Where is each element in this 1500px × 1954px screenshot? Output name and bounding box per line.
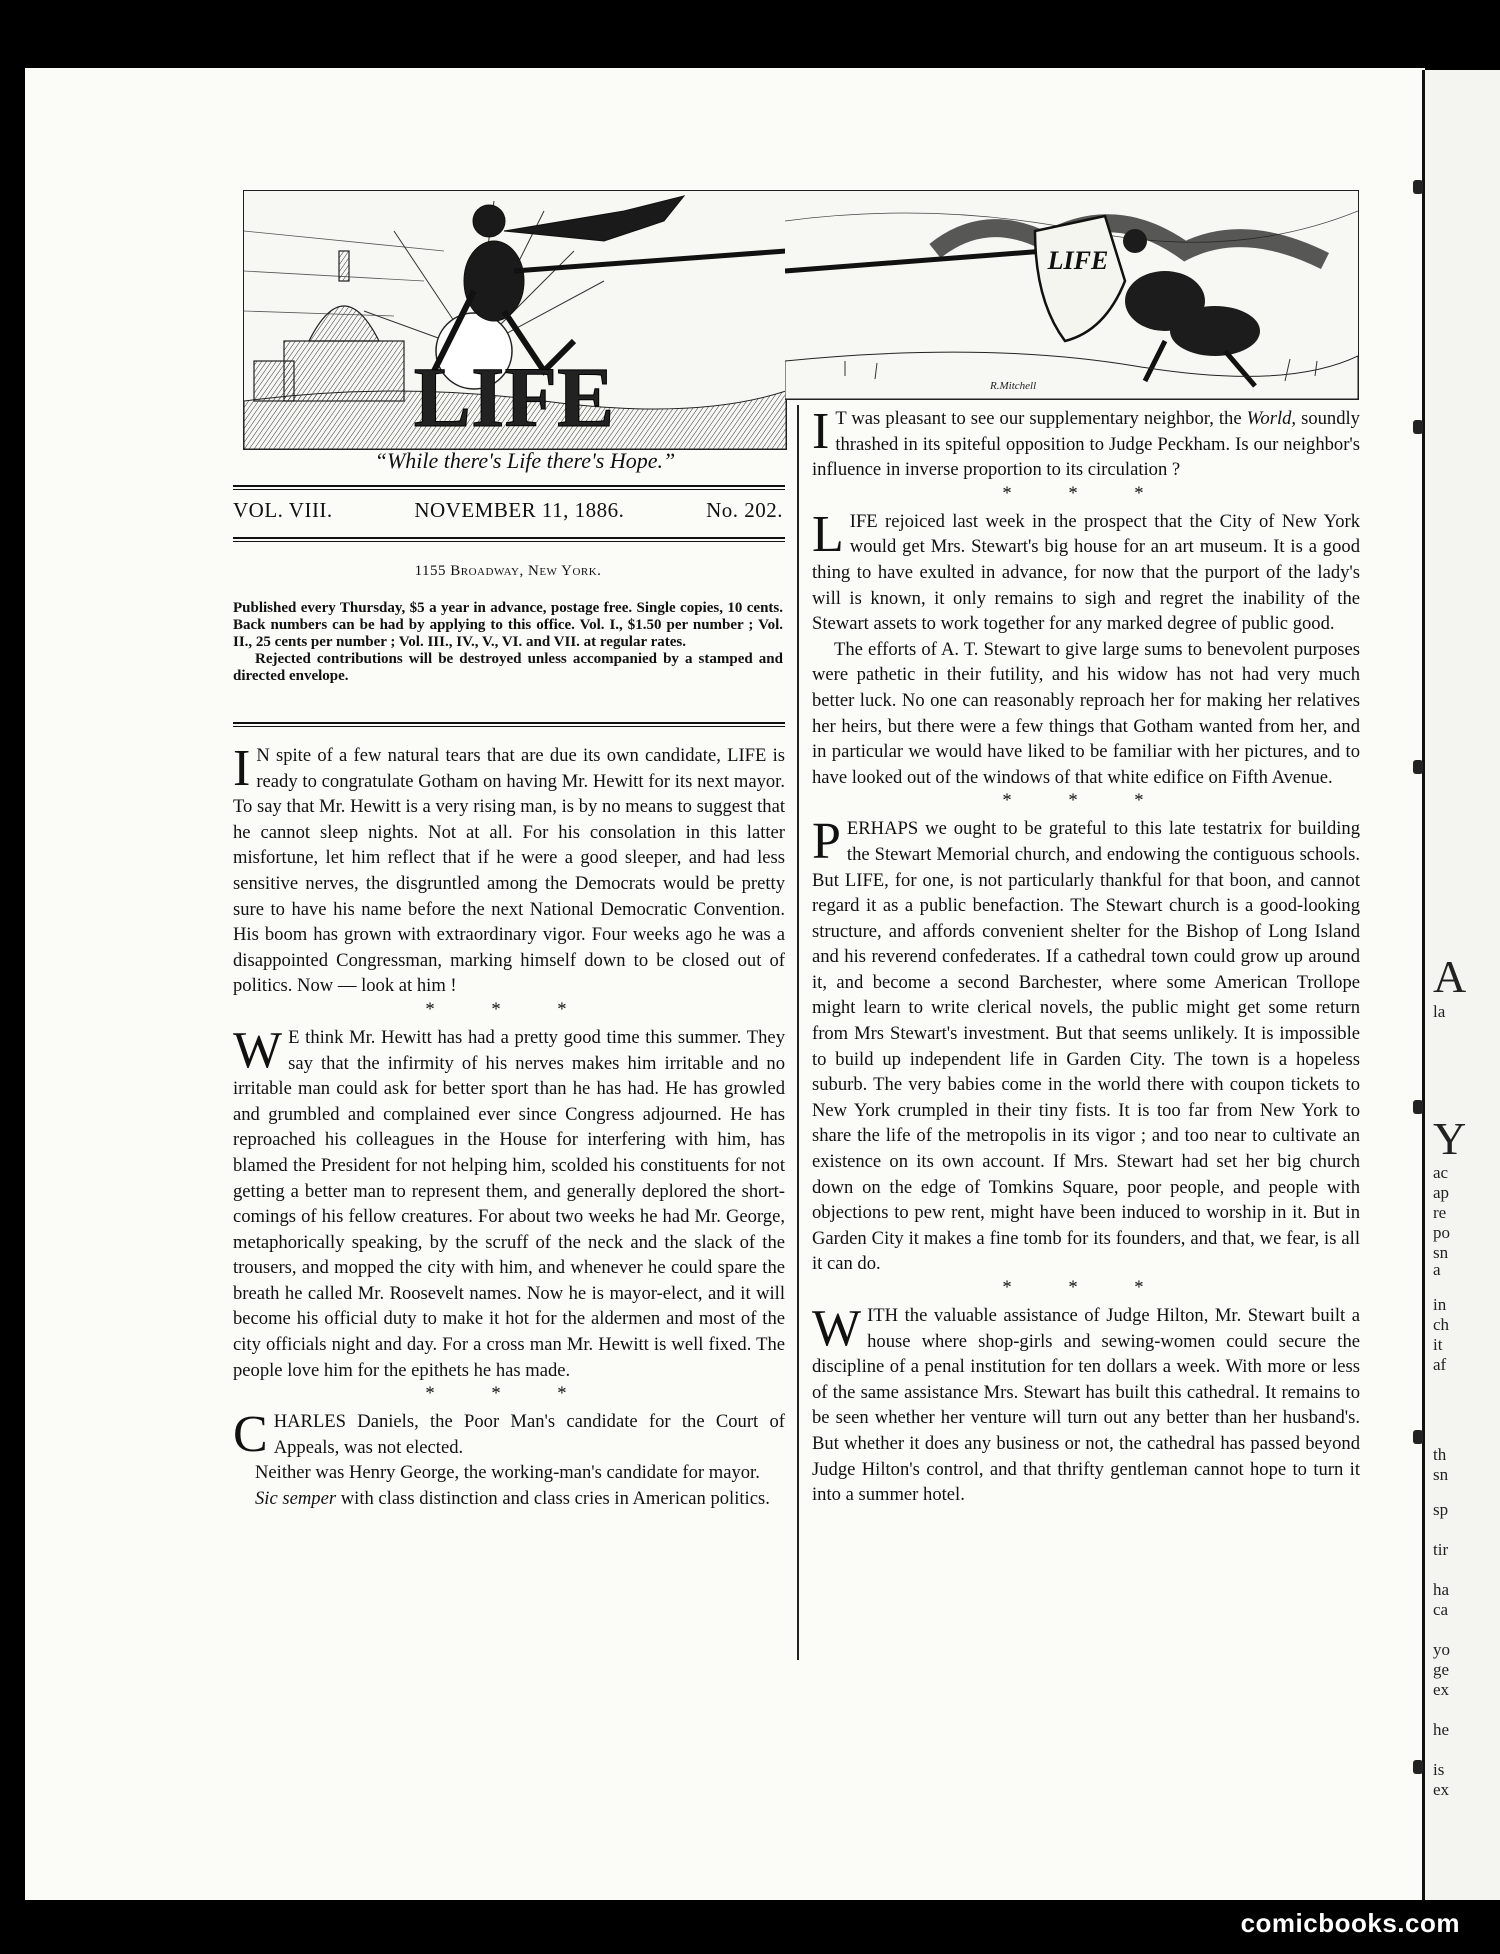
publisher-address: 1155 Broadway, New York.	[414, 563, 602, 579]
paragraph-daniels: CHARLES Daniels, the Poor Man's candidate for the Court of Appeals, was not elected.	[233, 1406, 785, 1464]
site-watermark: comicbooks.com	[1240, 1908, 1460, 1938]
masthead-motto: “While there's Life there's Hope.”	[374, 448, 676, 473]
binding-stitch	[1413, 760, 1423, 774]
column-divider	[797, 405, 799, 1660]
issue-number: No. 202.	[706, 498, 783, 522]
next-page-fragment: ap	[1433, 1183, 1450, 1202]
masthead-illustration	[243, 190, 787, 450]
header-rule	[233, 489, 785, 490]
section-separator: * * *	[1002, 790, 1170, 812]
paragraph-stewart-church: PERHAPS we ought to be grateful to this late testatrix for building the Stewart Memorial church, and endowing the contiguous schools. But LIFE, for one, is not particularly thankful for that boon, and cannot regard it as a public benefaction. The Stewart church is a good-looking structure, and affords convenient shelter for the Bishop of Long Island and his reverend confederates. If a cathedral town could grow up around it, and become a second Barchester, where some American Trollope might learn to write clerical novels, the public might get some return from Mrs Stewart's investment. But that seems unlikely. It is impossible to build up independent life in Garden City. The town is a hopeless suburb. The very babies come in the world there with coupon tickets to New York crumpled in their tiny fists. It is too far from New York to share the life of the metropolis in its vigor ; and too near to cultivate an existence on its own account. If Mrs. Stewart had set her big church down on the edge of Tomkins Square, poor people, and people with objections to pew rent, might have been induced to worship in it. But in Garden City it makes a fine tomb for its founders, and that, we fear, is all it can do.	[812, 813, 1360, 1275]
binding-stitch	[1413, 1430, 1423, 1444]
publication-terms: Published every Thursday, $5 a year in advance, postage free. Single copies, 10 cents. Back numbers can be had by applying to this office. Vol. I., $1.50 per number ; Vol. II., 25 cents per number ; Vol. III., IV., V., VI. and VII. at regular rates.	[233, 600, 783, 650]
next-page-fragment: ca	[1433, 1600, 1449, 1619]
binding-stitch	[1413, 1100, 1423, 1114]
drop-cap: C	[233, 1406, 268, 1464]
issue-date: NOVEMBER 11, 1886.	[414, 498, 625, 522]
paragraph-hilton: WITH the valuable assistance of Judge Hilton, Mr. Stewart built a house where shop-girls and sewing-women could secure the discipline of a penal institution for ten dollars a week. With more or less of the same assistance Mrs. Stewart has built this cathedral. It remains to be seen whether her venture will turn out any better than her husband's. But whether it does any business or not, the cathedral has passed beyond Judge Hilton's control, and that thrifty gentleman cannot hope to turn it into a summer hotel.	[812, 1300, 1360, 1506]
binding-stitch	[1413, 180, 1423, 194]
paragraph-stewart-house: LIFE rejoiced last week in the prospect that the City of New York would get Mrs. Stewart's big house for an art museum. It is a good thing to have exulted in advance, for now that the purport of the lady's will is known, it only remains to sigh and regret the inability of the Stewart assets to work together for any marked degree of public good.	[812, 505, 1360, 635]
masthead-bottom-rule	[233, 722, 785, 724]
next-page-fragment: he	[1433, 1720, 1450, 1739]
life-logo: LIFE	[413, 349, 615, 445]
next-page-fragment: is	[1433, 1760, 1445, 1779]
left-column	[233, 740, 785, 1512]
drop-cap: I	[233, 740, 251, 797]
paragraph-george: Neither was Henry George, the working-man's candidate for mayor.	[255, 1462, 760, 1484]
drop-cap: P	[812, 813, 841, 871]
shield-text: LIFE	[1047, 246, 1109, 275]
masthead-illustration-knight	[785, 190, 1359, 400]
issue-rule	[233, 541, 785, 542]
next-page-fragment: re	[1433, 1203, 1447, 1222]
section-separator: * * *	[425, 1383, 593, 1405]
next-page-fragment: af	[1433, 1355, 1447, 1374]
next-page-fragment: A	[1433, 951, 1467, 1002]
next-page-fragment: Y	[1433, 1113, 1467, 1164]
section-separator: * * *	[425, 998, 593, 1020]
drop-cap: W	[812, 1300, 862, 1357]
drop-cap: I	[812, 403, 830, 460]
binding-stitch	[1413, 1760, 1423, 1774]
next-page-fragment: yo	[1433, 1640, 1450, 1659]
next-page-fragment: tir	[1433, 1540, 1449, 1559]
artist-signature: R.Mitchell	[990, 380, 1037, 392]
publication-info	[233, 600, 783, 685]
issue-line	[233, 498, 783, 523]
paragraph-world: I T was pleasant to see our supplementary neighbor, the World, soundly thrashed in its spiteful opposition to Judge Peckham. Is our neighbor's influence in inverse proportion to its circulation ?	[812, 403, 1360, 481]
next-page-fragment: ge	[1433, 1660, 1450, 1679]
next-page-fragment: po	[1433, 1223, 1450, 1242]
drop-cap: W	[233, 1021, 283, 1079]
next-page-fragment: a	[1433, 1260, 1441, 1279]
masthead-bottom-rule	[233, 726, 785, 727]
next-page-fragment: ch	[1433, 1315, 1450, 1334]
next-page-fragment: ex	[1433, 1680, 1450, 1699]
issue-rule	[233, 537, 785, 539]
next-page-fragment: sp	[1433, 1500, 1449, 1519]
next-page-fragment: la	[1433, 1002, 1446, 1021]
paragraph-hewitt-mayor: I N spite of a few natural tears that are due its own candidate, LIFE is ready to congratulate Gotham on having Mr. Hewitt for its next mayor. To say that Mr. Hewitt is a very rising man, is by no means to suggest that he cannot sleep nights. Not at all. For his consolation in this latter misfortune, let him reflect that if he were a good sleeper, and had less sensitive nerves, the disgruntled among the Democrats would be pretty sure to have his name before the next National Democratic Convention. His boom has grown with extraordinary vigor. Four weeks ago he was a disappointed Congressman, marking himself down to be closed out of politics. Now — look at him !	[233, 740, 785, 997]
paragraph-hewitt-summer: W E think Mr. Hewitt has had a pretty good time this summer. They say that the infirmity of his nerves makes him irritable and no irritable man could ask for better sport than he has had. He has growled and grumbled and complained ever since Congress adjourned. He has reproached his colleagues in the House for interfering with him, has blamed the President for not helping him, scolded his constituents for not getting a better man to represent them, and generally deplored the short-comings of his fellow creatures. For about two weeks he had Mr. George, metaphorically speaking, by the scruff of the neck and the slack of the trousers, and mopped the city with him, and whenever he could spare the breath he called Mr. Roosevelt names. Now he is mayor-elect, and it will become his official duty to make it hot for the aldermen and most of the city officials night and day. For a cross man Mr. Hewitt is well fixed. The people love him for the epithets he has made.	[233, 1021, 785, 1381]
next-page-fragment: sn	[1433, 1243, 1449, 1262]
contributions-notice: Rejected contributions will be destroyed unless accompanied by a stamped and directed envelope.	[233, 651, 783, 684]
drop-cap: L	[812, 505, 844, 563]
next-page-fragment: ac	[1433, 1163, 1449, 1182]
next-page-fragment: sn	[1433, 1465, 1449, 1484]
section-separator: * * *	[1002, 482, 1170, 504]
next-page-fragment: ex	[1433, 1780, 1450, 1799]
next-page-fragment: th	[1433, 1445, 1447, 1464]
header-rule	[233, 485, 785, 487]
next-page-fragment: ha	[1433, 1580, 1450, 1599]
paragraph-sic-semper: Sic semper with class distinction and class cries in American politics.	[255, 1488, 770, 1510]
paragraph-stewart-efforts: The efforts of A. T. Stewart to give large sums to benevolent purposes were pathetic in their futility, and his widow has not had very much better luck. No one can reasonably reproach her for making her relatives her heirs, but there were a few things that Gotham wanted from her, and in particular we would have liked to be familiar with her pictures, and to have looked out of the windows of that white edifice on Fifth Avenue.	[812, 638, 1360, 788]
right-column	[812, 403, 1360, 1508]
next-page-fragment: in	[1433, 1295, 1447, 1314]
volume-number: VOL. VIII.	[233, 498, 333, 522]
adjacent-page-edge	[1422, 70, 1500, 1900]
next-page-fragment: it	[1433, 1335, 1443, 1354]
binding-stitch	[1413, 420, 1423, 434]
section-separator: * * *	[1002, 1277, 1170, 1298]
